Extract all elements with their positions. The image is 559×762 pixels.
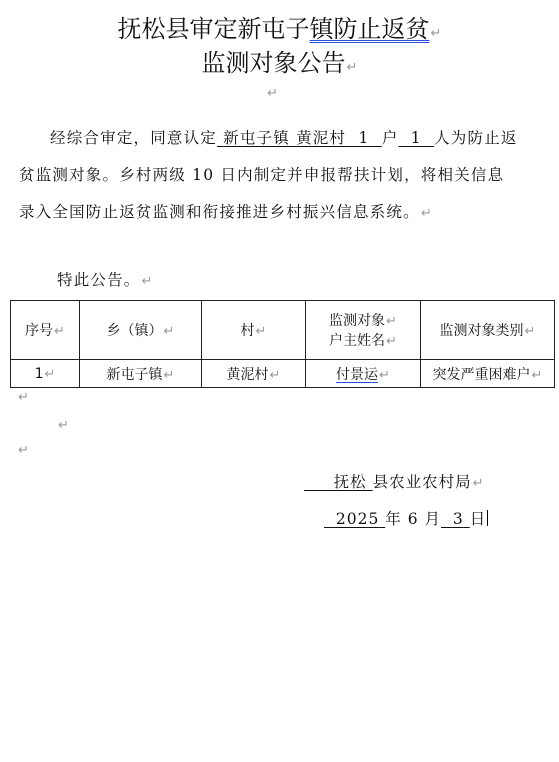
paragraph-mark-icon: ↵ [269, 367, 281, 383]
header-cell-category: 监测对象类别↵ [421, 301, 555, 360]
announcement-body [19, 120, 519, 232]
paragraph-mark-icon: ↵ [430, 26, 442, 41]
text-cursor [487, 510, 488, 526]
paragraph-mark-icon: ↵ [472, 476, 485, 491]
paragraph-mark-icon: ↵ [379, 367, 390, 383]
paragraph-mark-icon: ↵ [420, 206, 433, 221]
cell-head-name: 付景运↵ [306, 360, 421, 388]
paragraph-mark-icon: ↵ [163, 367, 175, 383]
year [324, 510, 385, 528]
cell-no: 1↵ [11, 360, 80, 388]
paragraph-mark-icon: ↵ [267, 86, 278, 101]
title-line-1-start: 抚松县审定新屯子 [117, 15, 310, 43]
day-unit: 日 [469, 510, 487, 528]
year-text: 2025 [335, 510, 380, 528]
paragraph-mark-icon: ↵ [163, 324, 175, 339]
title-line-2-text: 监测对象公告 [201, 49, 346, 77]
paragraph-mark-icon: ↵ [524, 324, 536, 339]
paragraph-mark-icon: ↵ [18, 390, 29, 405]
people-count [399, 129, 435, 147]
cell-town: 新屯子镇↵ [80, 360, 202, 388]
paragraph-mark-icon: ↵ [531, 367, 543, 383]
household-count [346, 129, 382, 147]
village-name-text: 黄泥村 [296, 129, 347, 147]
header-cell-town: 乡（镇）↵ [80, 301, 202, 360]
office-name: 县农业农村局 [372, 473, 472, 491]
day-text: 3 [452, 510, 464, 528]
cell-village: 黄泥村↵ [202, 360, 306, 388]
household-unit: 户 [381, 129, 399, 147]
header-cell-head-name: 监测对象↵ 户主姓名↵ [306, 301, 421, 360]
paragraph-mark-icon: ↵ [255, 324, 267, 339]
county-name-text: 抚松 [333, 473, 367, 491]
household-count-text: 1 [358, 129, 370, 147]
village-name [296, 129, 346, 147]
title-line-2 [0, 48, 559, 83]
paragraph-mark-icon: ↵ [141, 274, 154, 289]
header-cell-no: 序号↵ [11, 301, 80, 360]
cell-category: 突发严重困难户↵ [421, 360, 555, 388]
paragraph-mark-icon: ↵ [54, 324, 65, 339]
month-unit: 月 [424, 510, 442, 528]
closing-text: 特此公告。 [57, 271, 141, 289]
county-name [304, 473, 373, 491]
paragraph-mark-icon: ↵ [346, 60, 358, 75]
body-text-intro: 经综合审定，同意认定 [50, 129, 218, 147]
paragraph-mark-icon: ↵ [386, 334, 397, 349]
month-text: 6 [407, 510, 419, 528]
paragraph-mark-icon: ↵ [44, 366, 56, 382]
announcement-closing [57, 268, 154, 290]
header-cell-village: 村↵ [202, 301, 306, 360]
town-name-text: 新屯子镇 [223, 129, 290, 147]
paragraph-mark-icon: ↵ [386, 314, 397, 329]
body-text-main: 人为防止返贫监测对象。乡村两级 10 日内制定并申报帮扶计划，将相关信息录入全国防止返贫监测和衔接推进乡村振兴信息系统。 [19, 129, 518, 221]
paragraph-mark-icon: ↵ [58, 418, 69, 433]
issue-date [324, 507, 488, 529]
year-unit: 年 [385, 510, 402, 528]
paragraph-mark-icon: ↵ [18, 443, 29, 458]
table-header-row [11, 301, 555, 360]
people-count-text: 1 [410, 129, 422, 147]
monitoring-table [10, 300, 555, 388]
title-line-1 [0, 14, 559, 49]
issuing-office [304, 470, 485, 492]
title-line-1-underlined: 镇防止返贫 [309, 15, 430, 43]
table-row [11, 360, 555, 388]
town-name [217, 129, 296, 147]
announcement-paragraph [19, 120, 519, 232]
day [441, 510, 470, 528]
